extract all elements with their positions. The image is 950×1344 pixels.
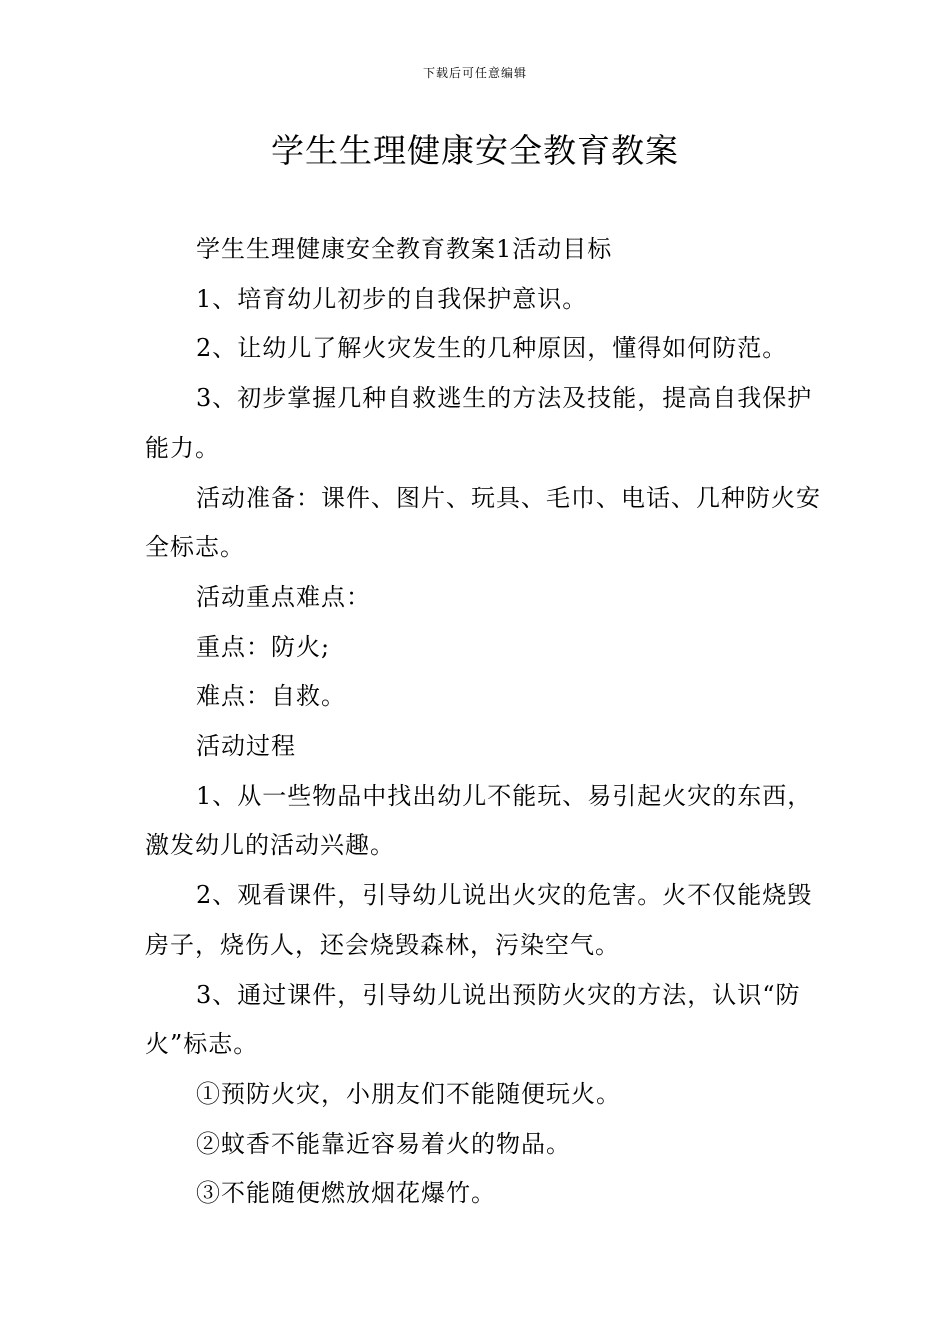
paragraph-prevention-1: ①预防火灾，小朋友们不能随便玩火。	[196, 1079, 621, 1108]
paragraph-difficulty: 难点：自救。	[196, 682, 346, 711]
paragraph-key-point: 重点：防火;	[196, 632, 331, 661]
paragraph-objectives-heading: 学生生理健康安全教育教案1活动目标	[196, 235, 613, 263]
paragraph-preparation: 活动准备：课件、图片、玩具、毛巾、电话、几种防火安全标志。	[145, 483, 821, 562]
paragraph-objective-1: 1、培育幼儿初步的自我保护意识。	[196, 284, 588, 313]
paragraph-process-1: 1、从一些物品中找出幼儿不能玩、易引起火灾的东西，激发幼儿的活动兴趣。	[145, 781, 813, 860]
paragraph-prevention-2: ②蚊香不能靠近容易着火的物品。	[196, 1129, 571, 1158]
paragraph-objective-3: 3、初步掌握几种自救逃生的方法及技能，提高自我保护能力。	[145, 384, 813, 462]
document-body	[145, 225, 825, 1219]
paragraph-objective-2: 2、让幼儿了解火灾发生的几种原因，懂得如何防范。	[196, 334, 788, 363]
paragraph-process-3: 3、通过课件，引导幼儿说出预防火灾的方法，认识“防火”标志。	[145, 980, 801, 1059]
document-title: 学生生理健康安全教育教案	[271, 131, 679, 170]
paragraph-prevention-3: ③不能随便燃放烟花爆竹。	[196, 1179, 496, 1208]
page-header-note: 下载后可任意编辑	[422, 66, 527, 80]
paragraph-process-heading: 活动过程	[196, 732, 296, 761]
paragraph-process-2: 2、观看课件，引导幼儿说出火灾的危害。火不仅能烧毁房子，烧伤人，还会烧毁森林，污染空气。	[145, 881, 813, 959]
paragraph-key-points-heading: 活动重点难点：	[196, 582, 371, 611]
